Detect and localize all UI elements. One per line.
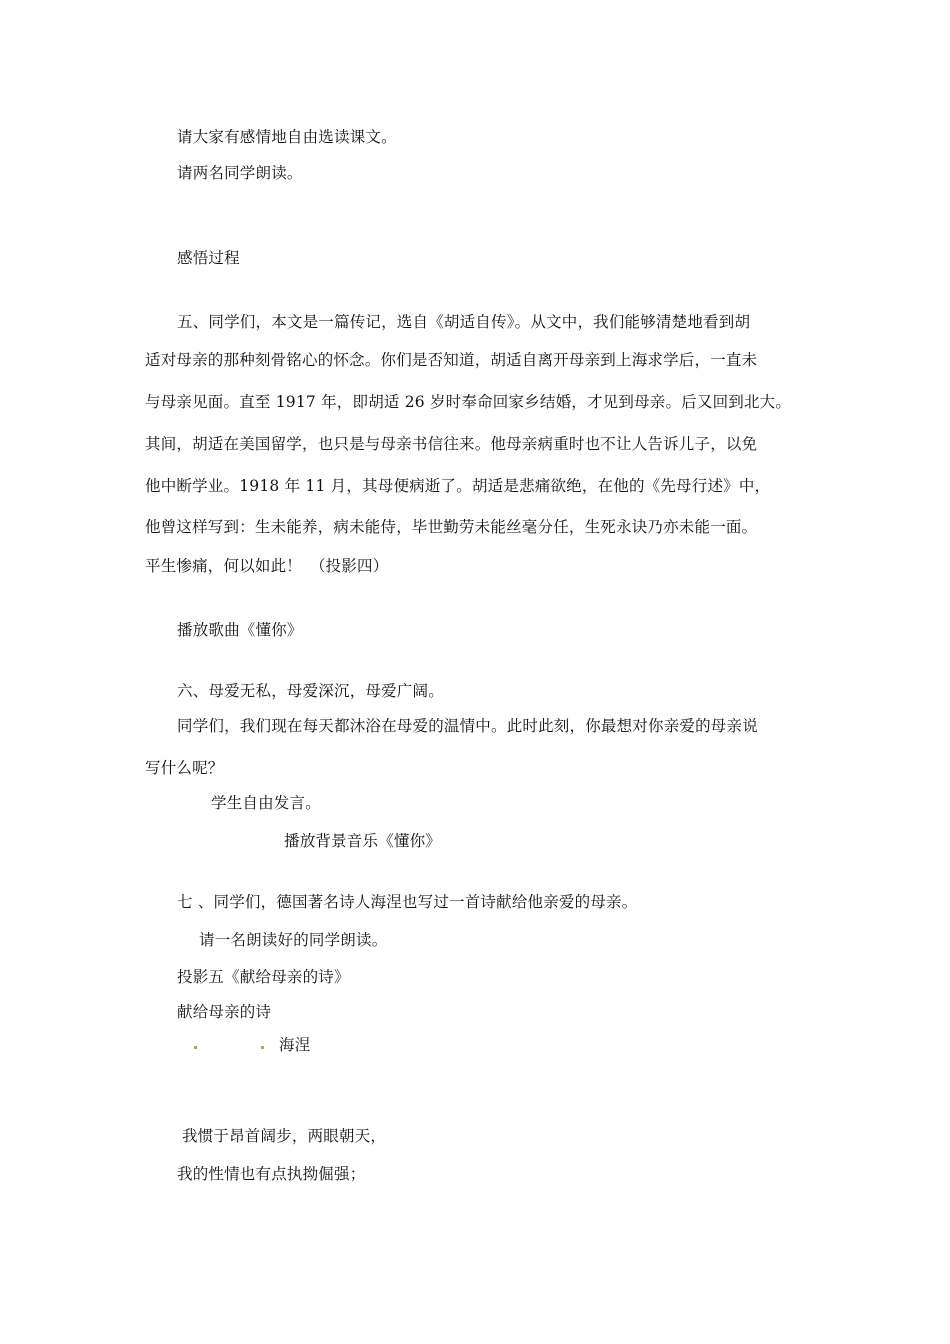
paragraph-line: 他曾这样写到：生未能养，病未能侍，毕世勤劳未能丝毫分任，生死永诀乃亦未能一面。 bbox=[145, 518, 758, 536]
poem-title: 献给母亲的诗 bbox=[177, 1003, 272, 1021]
text-line: 请两名同学朗读。 bbox=[177, 164, 303, 182]
poem-line: 我的性情也有点执拗倔强； bbox=[177, 1165, 366, 1183]
paragraph-line: 其间，胡适在美国留学，也只是与母亲书信往来。他母亲病重时也不让人告诉儿子，以免 bbox=[145, 435, 758, 453]
text-line: 请一名朗读好的同学朗读。 bbox=[199, 931, 388, 949]
paragraph-line: 他中断学业。1918 年 11 月，其母便病逝了。胡适是悲痛欲绝，在他的《先母行述》中， bbox=[145, 477, 771, 495]
text-line: 播放背景音乐《懂你》 bbox=[284, 832, 442, 850]
paragraph-line: 五、同学们，本文是一篇传记，选自《胡适自传》。从文中，我们能够清楚地看到胡 bbox=[177, 313, 751, 331]
paragraph-line: 同学们，我们现在每天都沐浴在母爱的温情中。此时此刻，你最想对你亲爱的母亲说 bbox=[177, 717, 758, 735]
text-line: 七 、同学们，德国著名诗人海涅也写过一首诗献给他亲爱的母亲。 bbox=[177, 893, 638, 911]
text-line: 请大家有感情地自由选读课文。 bbox=[177, 128, 397, 146]
paragraph-line: 与母亲见面。直至 1917 年，即胡适 26 岁时奉命回家乡结婚，才见到母亲。后又回到北大。 bbox=[145, 393, 792, 411]
mark-dot bbox=[261, 1046, 264, 1049]
paragraph-line: 平生惨痛，何以如此！ （投影四） bbox=[145, 557, 389, 575]
text-line: 学生自由发言。 bbox=[211, 794, 321, 812]
paragraph-line: 写什么呢？ bbox=[145, 759, 224, 777]
mark-dot bbox=[194, 1046, 197, 1049]
poem-author: 海涅 bbox=[279, 1036, 311, 1054]
poem-line: 我惯于昂首阔步，两眼朝天， bbox=[182, 1127, 387, 1145]
text-line: 投影五《献给母亲的诗》 bbox=[177, 968, 350, 986]
text-line: 播放歌曲《懂你》 bbox=[177, 621, 303, 639]
paragraph-line: 适对母亲的那种刻骨铭心的怀念。你们是否知道，胡适自离开母亲到上海求学后，一直未 bbox=[145, 351, 758, 369]
text-line: 六、母爱无私，母爱深沉，母爱广阔。 bbox=[177, 682, 444, 700]
section-heading: 感悟过程 bbox=[177, 249, 240, 267]
